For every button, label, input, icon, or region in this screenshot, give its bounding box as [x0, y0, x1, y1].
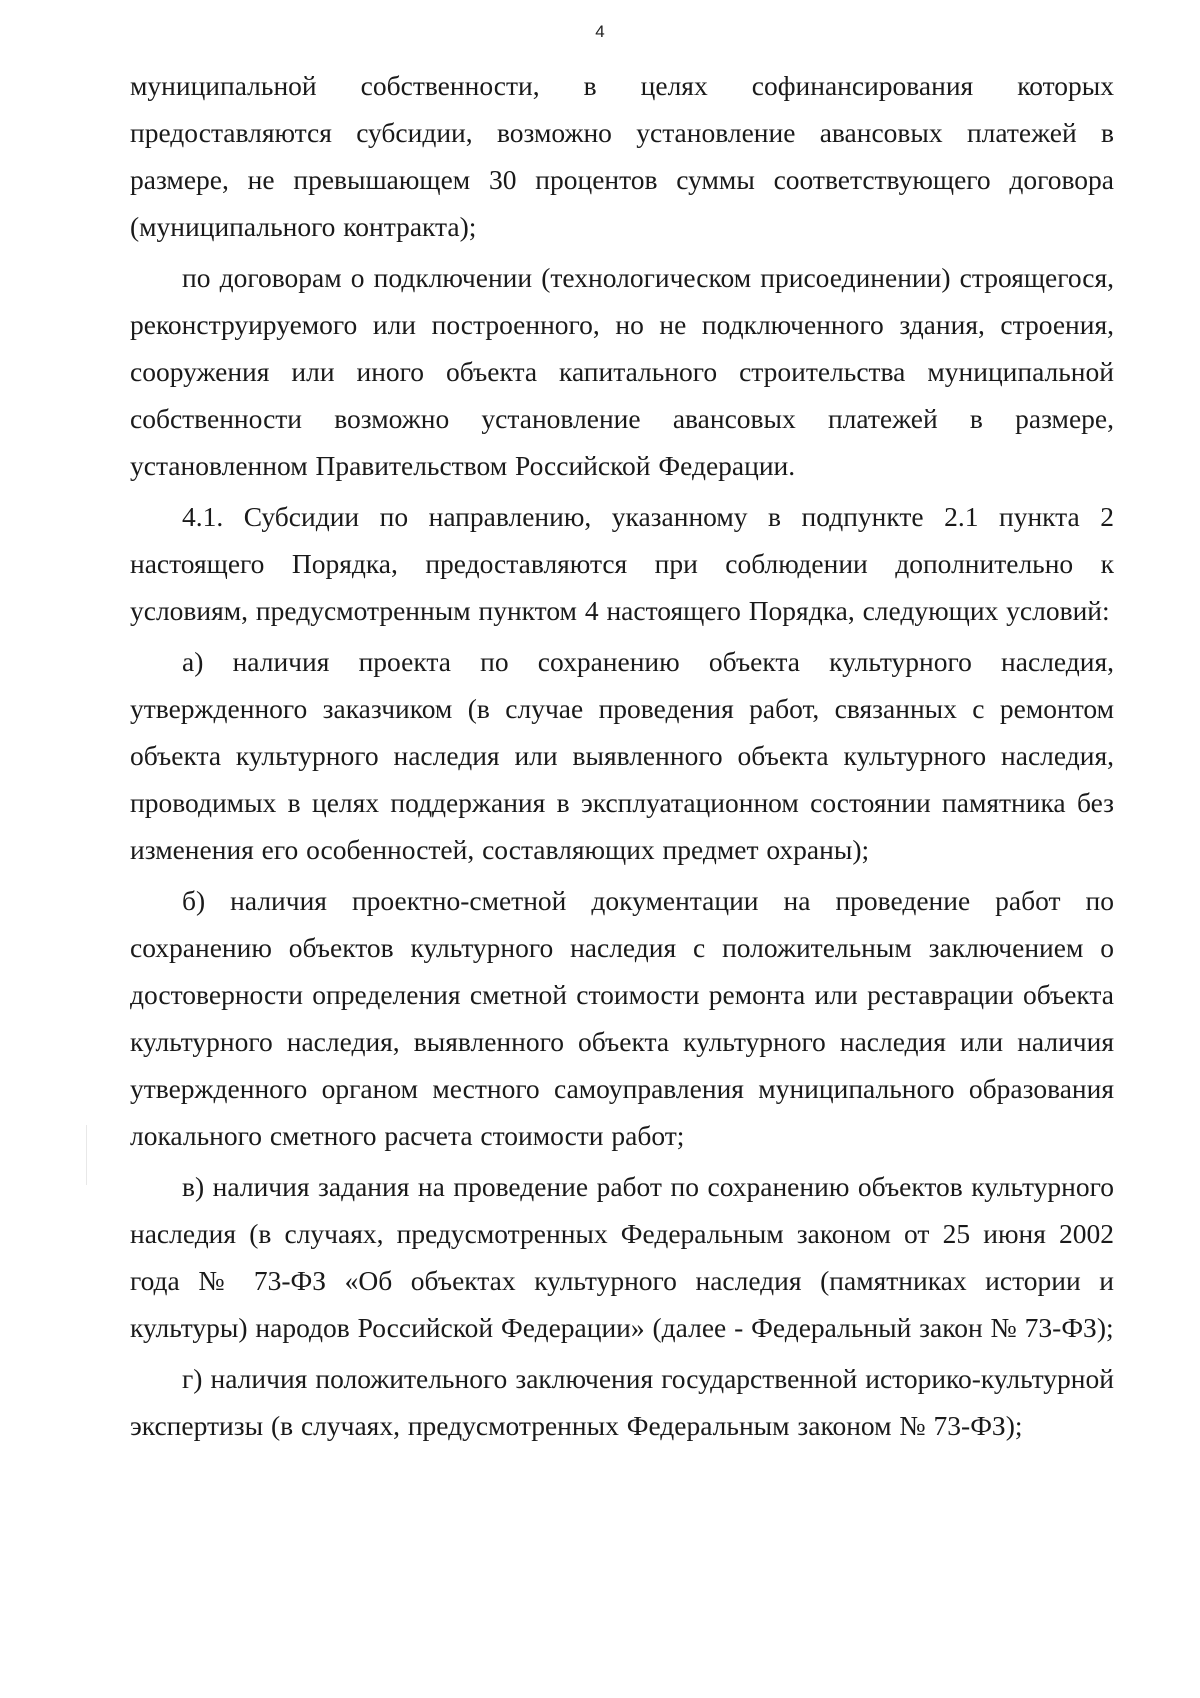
scan-margin-mark: [86, 1125, 87, 1185]
paragraph-connection-contracts: по договорам о подключении (технологическом присоединении) строящегося, реконструируемого или построенного, но не подключенного здания, строения, сооружения или иного объекта капитального строительства муниципальной собственности возможно установление авансовых платежей в размере, установленном Правительством Российской Федерации.: [130, 262, 1114, 481]
paragraph-continuation: муниципальной собственности, в целях софинансирования которых предоставляются субсидии, возможно установление авансовых платежей в размере, не превышающем 30 процентов суммы соответствующего договора (муниципального контракта);: [130, 70, 1114, 242]
page-number: 4: [595, 22, 605, 41]
paragraph-4-1: 4.1. Субсидии по направлению, указанному в подпункте 2.1 пункта 2 настоящего Порядка, предоставляются при соблюдении дополнительно к условиям, предусмотренным пунктом 4 настоящего Порядка, следующих условий:: [130, 501, 1114, 626]
paragraph-item-b: б) наличия проектно-сметной документации на проведение работ по сохранению объектов культурного наследия с положительным заключением о достоверности определения сметной стоимости ремонта или реставрации объекта культурного наследия, выявленного объекта культурного наследия или наличия утвержденного органом местного самоуправления муниципального образования локального сметного расчета стоимости работ;: [130, 885, 1114, 1151]
paragraph-item-a: а) наличия проекта по сохранению объекта культурного наследия, утвержденного заказчиком (в случае проведения работ, связанных с ремонтом объекта культурного наследия или выявленного объекта культурного наследия, проводимых в целях поддержания в эксплуатационном состоянии памятника без изменения его особенностей, составляющих предмет охраны);: [130, 646, 1114, 865]
document-body: [130, 62, 1114, 1453]
paragraph-item-g: г) наличия положительного заключения государственной историко-культурной экспертизы (в случаях, предусмотренных Федеральным законом № 73-ФЗ);: [130, 1363, 1114, 1441]
paragraph-item-v: в) наличия задания на проведение работ по сохранению объектов культурного наследия (в случаях, предусмотренных Федеральным законом от 25 июня 2002 года № 73-ФЗ «Об объектах культурного наследия (памятниках истории и культуры) народов Российской Федерации» (далее - Федеральный закон № 73-ФЗ);: [130, 1171, 1114, 1343]
